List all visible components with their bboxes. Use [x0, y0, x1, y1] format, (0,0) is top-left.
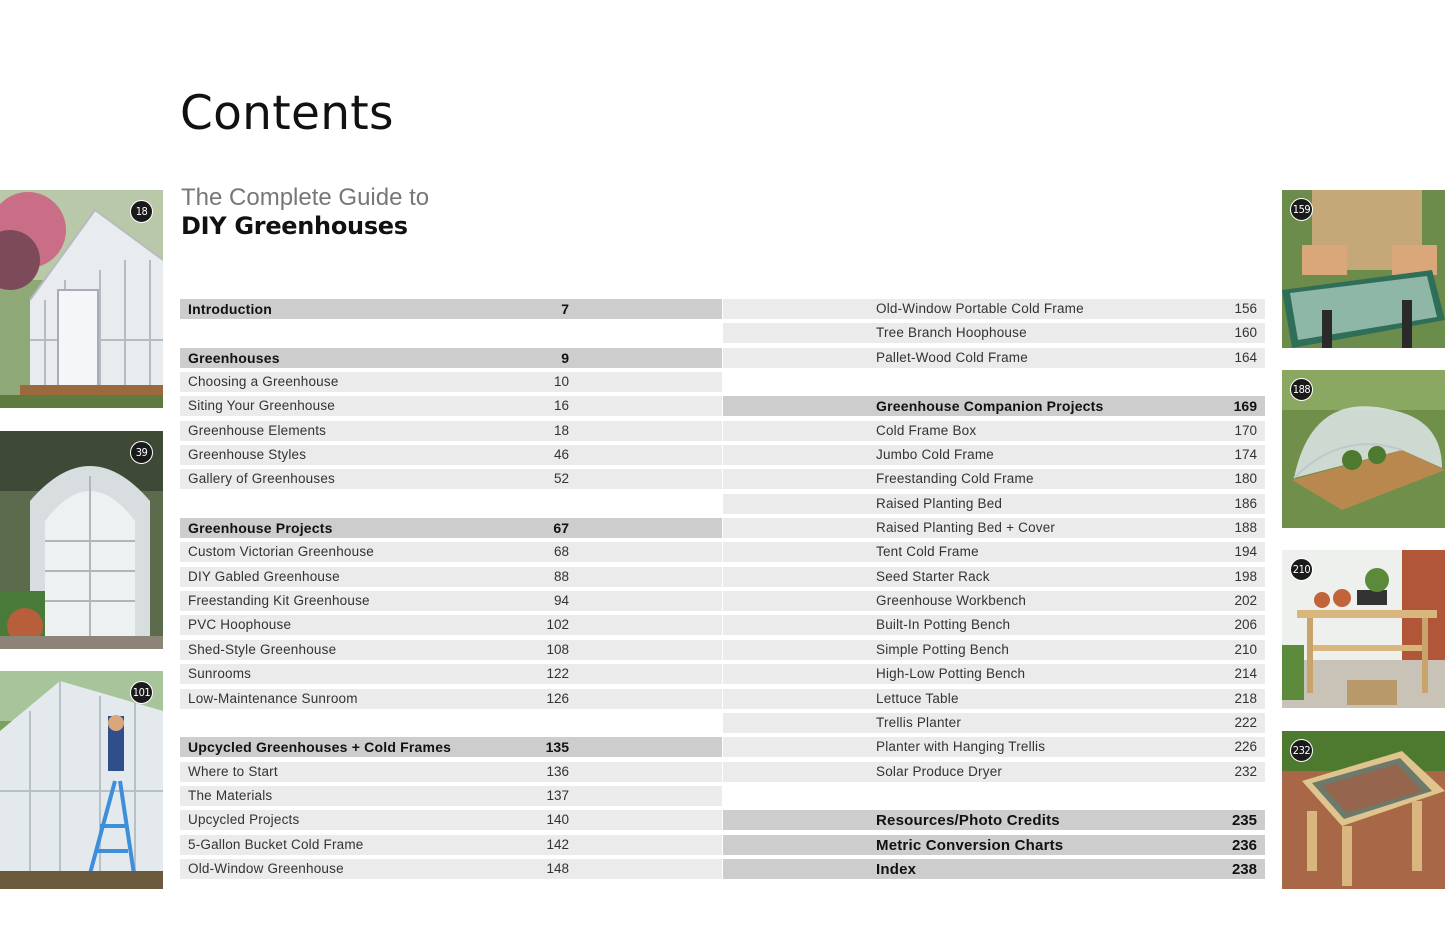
- toc-page-number: 9: [561, 349, 569, 366]
- toc-entry-title: The Materials: [188, 787, 273, 803]
- toc-entry-title: Old-Window Greenhouse: [188, 860, 344, 876]
- page-badge: 210: [1290, 558, 1313, 581]
- toc-entry[interactable]: [723, 615, 1265, 639]
- toc-row-band: [723, 859, 1265, 879]
- toc-entry[interactable]: [180, 640, 722, 664]
- toc-row-band: [180, 664, 722, 684]
- toc-page-number: 170: [1234, 422, 1257, 438]
- toc-entry[interactable]: [180, 372, 722, 396]
- toc-page-number: 222: [1234, 714, 1257, 730]
- toc-entry-title: Seed Starter Rack: [876, 568, 990, 584]
- toc-entry-title: Greenhouse Companion Projects: [876, 398, 1104, 415]
- toc-page-number: 188: [1234, 520, 1257, 536]
- toc-entry[interactable]: [723, 640, 1265, 664]
- photo-potting-bench: [1282, 550, 1445, 708]
- toc-entry-title: Greenhouse Projects: [188, 520, 333, 537]
- toc-page-number: 67: [553, 520, 569, 537]
- toc-entry-title: Freestanding Kit Greenhouse: [188, 593, 370, 609]
- toc-column-right: [723, 299, 1265, 883]
- toc-section-heading[interactable]: [180, 348, 722, 372]
- toc-section-heading[interactable]: [723, 810, 1265, 834]
- toc-entry-title: Freestanding Cold Frame: [876, 471, 1034, 487]
- toc-page-number: 232: [1234, 763, 1257, 779]
- toc-entry[interactable]: [180, 591, 722, 615]
- page-badge: 232: [1290, 739, 1313, 762]
- toc-page-number: 137: [546, 787, 569, 803]
- toc-entry[interactable]: [723, 567, 1265, 591]
- toc-page-number: 108: [546, 641, 569, 657]
- toc-section-heading[interactable]: [723, 396, 1265, 420]
- toc-page-number: 94: [553, 593, 569, 609]
- toc-entry-title: Simple Potting Bench: [876, 641, 1010, 657]
- toc-section-heading[interactable]: [180, 299, 722, 323]
- toc-row-band: [723, 445, 1265, 465]
- toc-entry-title: Trellis Planter: [876, 714, 962, 730]
- toc-page-number: 180: [1234, 471, 1257, 487]
- toc-entry-title: Lettuce Table: [876, 690, 959, 706]
- toc-entry-title: Tree Branch Hoophouse: [876, 325, 1027, 341]
- page-title: Contents: [180, 86, 394, 141]
- toc-spacer: [180, 494, 722, 518]
- toc-entry[interactable]: [723, 299, 1265, 323]
- toc-entry-title: Greenhouse Elements: [188, 422, 327, 438]
- toc-entry-title: Planter with Hanging Trellis: [876, 739, 1046, 755]
- toc-entry[interactable]: [180, 615, 722, 639]
- toc-page-number: 160: [1234, 325, 1257, 341]
- toc-entry-title: 5-Gallon Bucket Cold Frame: [188, 836, 364, 852]
- photo-kit-greenhouse: [0, 671, 163, 889]
- toc-entry-title: Choosing a Greenhouse: [188, 374, 339, 390]
- toc-page-number: 156: [1234, 301, 1257, 316]
- book-title-line1: The Complete Guide to: [181, 184, 430, 211]
- toc-entry[interactable]: [180, 835, 722, 859]
- toc-entry-title: High-Low Potting Bench: [876, 666, 1026, 682]
- toc-spacer: [723, 786, 1265, 810]
- toc-entry-title: Built-In Potting Bench: [876, 617, 1011, 633]
- toc-entry[interactable]: [180, 810, 722, 834]
- toc-page-number: 174: [1234, 447, 1257, 463]
- toc-entry-title: DIY Gabled Greenhouse: [188, 568, 340, 584]
- toc-page-number: 210: [1234, 641, 1257, 657]
- toc-page-number: 136: [546, 763, 569, 779]
- toc-entry-title: Where to Start: [188, 763, 278, 779]
- page-badge: 18: [130, 200, 153, 223]
- toc-entry[interactable]: [180, 469, 722, 493]
- toc-entry[interactable]: [723, 469, 1265, 493]
- toc-page-number: 164: [1234, 349, 1257, 365]
- toc-row-band: [723, 542, 1265, 562]
- toc-entry[interactable]: [180, 542, 722, 566]
- toc-page-number: 68: [553, 544, 569, 560]
- toc-page-number: 194: [1234, 544, 1257, 560]
- toc-entry[interactable]: [723, 494, 1265, 518]
- toc-entry[interactable]: [723, 445, 1265, 469]
- photo-window-cold-frame: [1282, 190, 1445, 348]
- toc-page-number: 218: [1234, 690, 1257, 706]
- page-badge: 39: [130, 441, 153, 464]
- toc-page-number: 46: [553, 447, 569, 463]
- toc-page-number: 169: [1233, 398, 1257, 415]
- toc-entry-title: Jumbo Cold Frame: [876, 447, 994, 463]
- toc-page-number: 102: [546, 617, 569, 633]
- photo-raised-bed-cover: [1282, 370, 1445, 528]
- book-title-line2: DIY Greenhouses: [181, 212, 408, 240]
- toc-page-number: 214: [1234, 666, 1257, 682]
- photo-victorian-greenhouse: [0, 190, 163, 408]
- page-badge: 159: [1290, 198, 1313, 221]
- toc-entry[interactable]: [723, 518, 1265, 542]
- toc-page-number: 236: [1231, 836, 1257, 854]
- toc-page-number: 52: [553, 471, 569, 487]
- toc-page-number: 235: [1231, 812, 1257, 830]
- toc-entry-title: Resources/Photo Credits: [876, 812, 1060, 830]
- toc-row-band: [723, 713, 1265, 733]
- toc-entry-title: Sunrooms: [188, 666, 252, 682]
- photo-gothic-greenhouse: [0, 431, 163, 649]
- toc-entry-title: Tent Cold Frame: [876, 544, 979, 560]
- toc-section-heading[interactable]: [180, 737, 722, 761]
- toc-page-number: 148: [546, 860, 569, 876]
- toc-entry-title: Introduction: [188, 301, 273, 317]
- toc-section-heading[interactable]: [180, 518, 722, 542]
- toc-section-heading[interactable]: [723, 835, 1265, 859]
- toc-page-number: 88: [553, 568, 569, 584]
- toc-entry-title: Raised Planting Bed + Cover: [876, 520, 1056, 536]
- toc-entry[interactable]: [180, 859, 722, 883]
- toc-entry-title: Cold Frame Box: [876, 422, 977, 438]
- toc-page-number: 126: [546, 690, 569, 706]
- toc-page-number: 226: [1234, 739, 1257, 755]
- page-badge: 188: [1290, 378, 1313, 401]
- toc-entry-title: Greenhouse Styles: [188, 447, 307, 463]
- toc-entry[interactable]: [723, 713, 1265, 737]
- toc-entry[interactable]: [180, 567, 722, 591]
- toc-entry[interactable]: [180, 664, 722, 688]
- toc-entry-title: Greenhouse Workbench: [876, 593, 1027, 609]
- toc-entry-title: Index: [876, 860, 917, 878]
- photo-solar-dryer: [1282, 731, 1445, 889]
- toc-entry-title: Upcycled Greenhouses + Cold Frames: [188, 739, 452, 756]
- toc-entry-title: Old-Window Portable Cold Frame: [876, 301, 1084, 316]
- toc-column-left: [180, 299, 722, 883]
- toc-entry[interactable]: [180, 762, 722, 786]
- toc-page-number: 135: [545, 739, 569, 756]
- toc-entry-title: Siting Your Greenhouse: [188, 398, 336, 414]
- toc-entry[interactable]: [723, 421, 1265, 445]
- toc-section-heading[interactable]: [723, 859, 1265, 883]
- toc-entry[interactable]: [180, 445, 722, 469]
- toc-entry[interactable]: [723, 542, 1265, 566]
- toc-page-number: 202: [1234, 593, 1257, 609]
- toc-entry-title: Pallet-Wood Cold Frame: [876, 349, 1028, 365]
- toc-page-number: 140: [546, 812, 569, 828]
- toc-page-number: 10: [553, 374, 569, 390]
- toc-page-number: 206: [1234, 617, 1257, 633]
- toc-entry-title: Gallery of Greenhouses: [188, 471, 335, 487]
- toc-page-number: 122: [546, 666, 569, 682]
- toc-row-band: [723, 421, 1265, 441]
- toc-page-number: 198: [1234, 568, 1257, 584]
- page-badge: 101: [130, 681, 153, 704]
- toc-entry-title: Custom Victorian Greenhouse: [188, 544, 374, 560]
- toc-entry[interactable]: [180, 421, 722, 445]
- toc-entry[interactable]: [723, 762, 1265, 786]
- toc-entry-title: Upcycled Projects: [188, 812, 300, 828]
- toc-entry[interactable]: [723, 689, 1265, 713]
- toc-entry[interactable]: [723, 591, 1265, 615]
- toc-spacer: [180, 323, 722, 347]
- toc-entry-title: Solar Produce Dryer: [876, 763, 1003, 779]
- toc-spacer: [180, 713, 722, 737]
- toc-page-number: 238: [1231, 860, 1257, 878]
- toc-page-number: 142: [546, 836, 569, 852]
- toc-entry-title: Shed-Style Greenhouse: [188, 641, 337, 657]
- toc-entry-title: Metric Conversion Charts: [876, 836, 1064, 854]
- toc-entry[interactable]: [180, 786, 722, 810]
- toc-entry-title: Low-Maintenance Sunroom: [188, 690, 358, 706]
- toc-entry[interactable]: [723, 664, 1265, 688]
- toc-row-band: [723, 689, 1265, 709]
- toc-entry[interactable]: [723, 348, 1265, 372]
- toc-page-number: 7: [561, 301, 569, 317]
- toc-entry-title: PVC Hoophouse: [188, 617, 292, 633]
- toc-row-band: [723, 567, 1265, 587]
- toc-entry[interactable]: [180, 689, 722, 713]
- toc-entry-title: Raised Planting Bed: [876, 495, 1003, 511]
- toc-page-number: 186: [1234, 495, 1257, 511]
- toc-entry-title: Greenhouses: [188, 349, 280, 366]
- toc-entry[interactable]: [723, 323, 1265, 347]
- toc-page-number: 18: [553, 422, 569, 438]
- toc-page-number: 16: [553, 398, 569, 414]
- toc-spacer: [723, 372, 1265, 396]
- toc-entry[interactable]: [180, 396, 722, 420]
- toc-entry[interactable]: [723, 737, 1265, 761]
